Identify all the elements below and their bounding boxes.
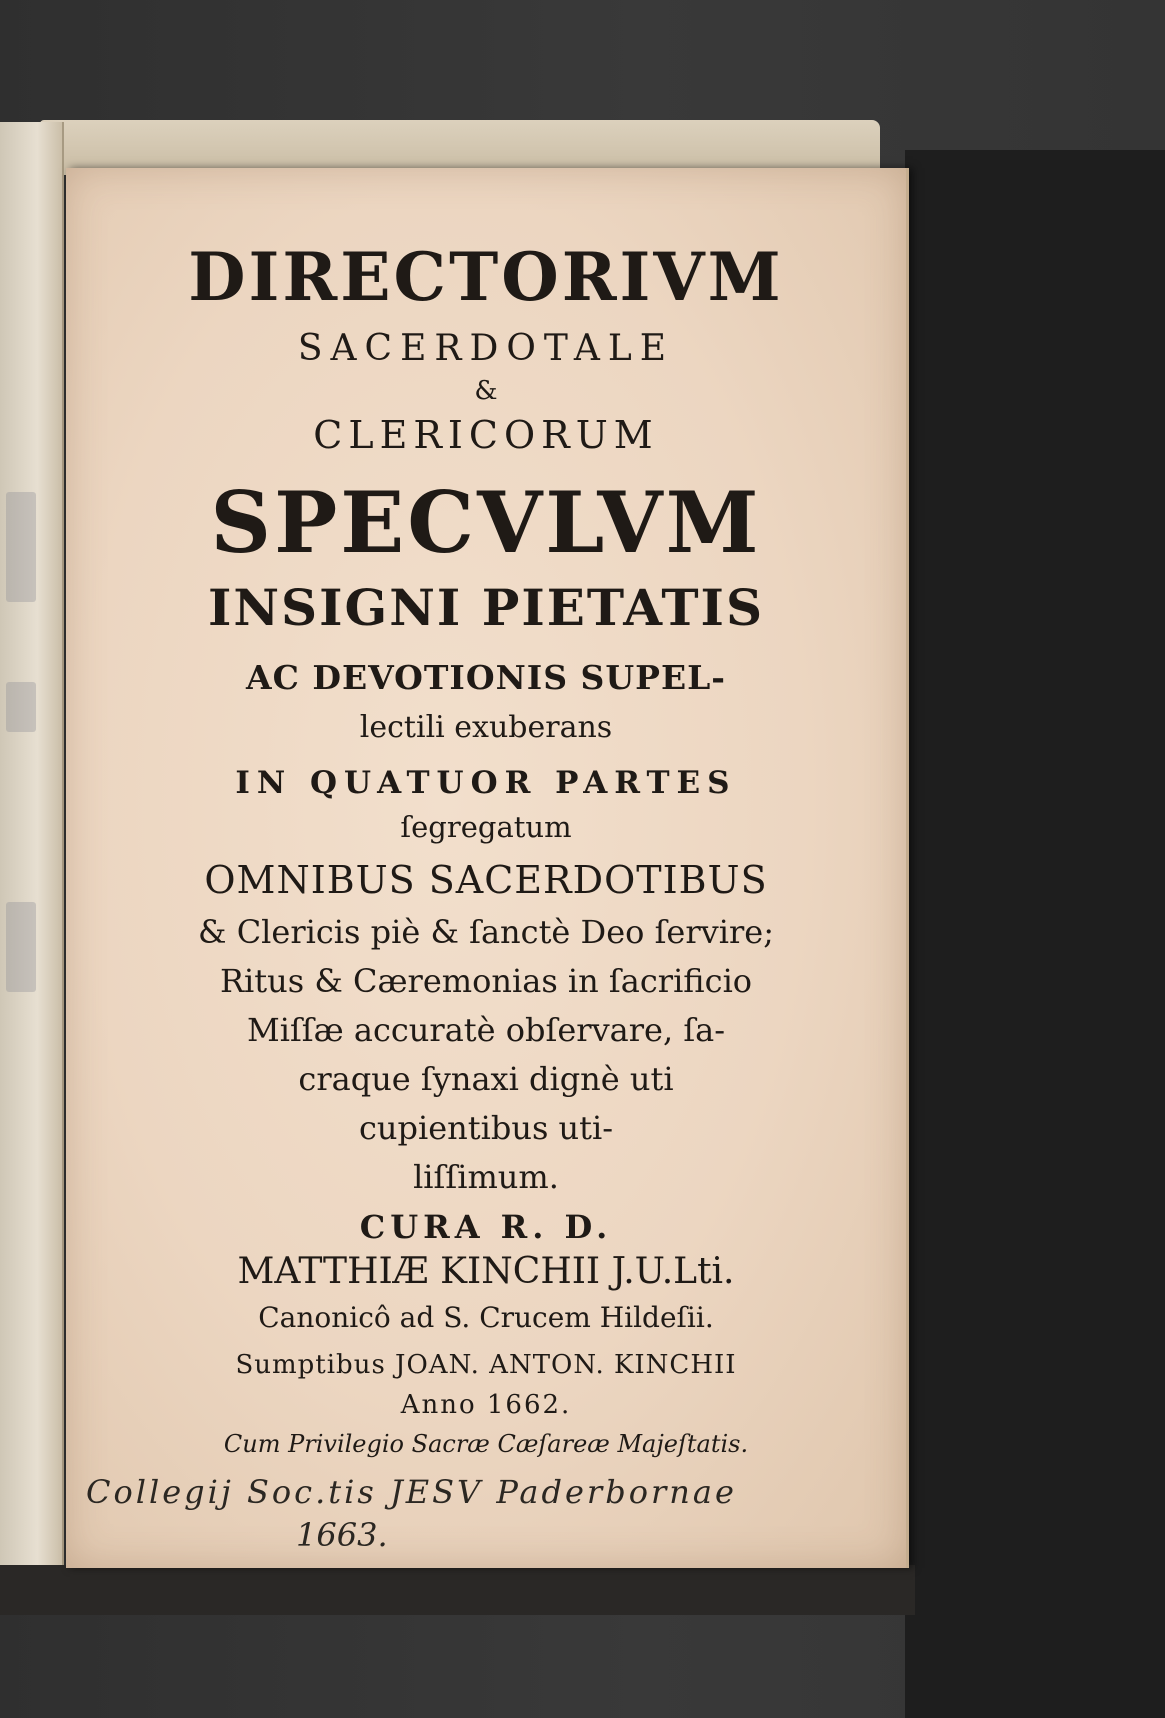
cura-line: CURA R. D. bbox=[359, 1208, 613, 1246]
title: DIRECTORIVM bbox=[188, 238, 784, 316]
line-segregatum: ſegregatum bbox=[400, 810, 572, 844]
subtitle-sacerdotale: SACERDOTALE bbox=[297, 328, 675, 369]
privilege-line: Cum Privilegio Sacræ Cæſareæ Majeſtatis. bbox=[223, 1430, 749, 1458]
line-omnibus-sacerdotibus: OMNIBUS SACERDOTIBUS bbox=[204, 858, 768, 902]
body-line: craque ſynaxi dignè uti bbox=[298, 1060, 674, 1098]
handwritten-inscription: Collegij Soc.tis JESV Paderbornae bbox=[86, 1473, 737, 1511]
canonico-line: Canonicô ad S. Crucem Hildeſii. bbox=[258, 1301, 714, 1334]
handwritten-year: 1663. bbox=[296, 1516, 388, 1554]
line-insigni-pietatis: INSIGNI PIETATIS bbox=[207, 578, 765, 637]
body-line: liſſimum. bbox=[413, 1158, 559, 1196]
main-title-speculum: SPECVLVM bbox=[210, 473, 762, 572]
book-bottom-edge bbox=[0, 1565, 915, 1615]
author-line: MATTHIÆ KINCHII J.U.Lti. bbox=[237, 1251, 735, 1292]
title-page bbox=[66, 168, 909, 1568]
book-top-edge bbox=[40, 120, 880, 175]
line-lectili-exuberans: lectili exuberans bbox=[359, 710, 613, 745]
subtitle-clericorum: CLERICORUM bbox=[313, 413, 659, 457]
ampersand: & bbox=[474, 376, 498, 406]
body-line: cupientibus uti- bbox=[358, 1109, 614, 1147]
body-line: Ritus & Cæremonias in ſacrificio bbox=[219, 962, 753, 1000]
body-line: & Clericis piè & ſanctè Deo ſervire; bbox=[198, 913, 774, 951]
publisher-line: Sumptibus JOAN. ANTON. KINCHII bbox=[235, 1350, 737, 1380]
shadow bbox=[905, 150, 1165, 1718]
book-left-page-edge bbox=[0, 122, 64, 1612]
year-line: Anno 1662. bbox=[400, 1390, 572, 1420]
line-ac-devotionis: AC DEVOTIONIS SUPEL- bbox=[245, 658, 727, 697]
line-in-quatuor-partes: IN QUATUOR PARTES bbox=[235, 765, 737, 801]
body-line: Miſſæ accuratè obſervare, ſa- bbox=[246, 1011, 726, 1049]
